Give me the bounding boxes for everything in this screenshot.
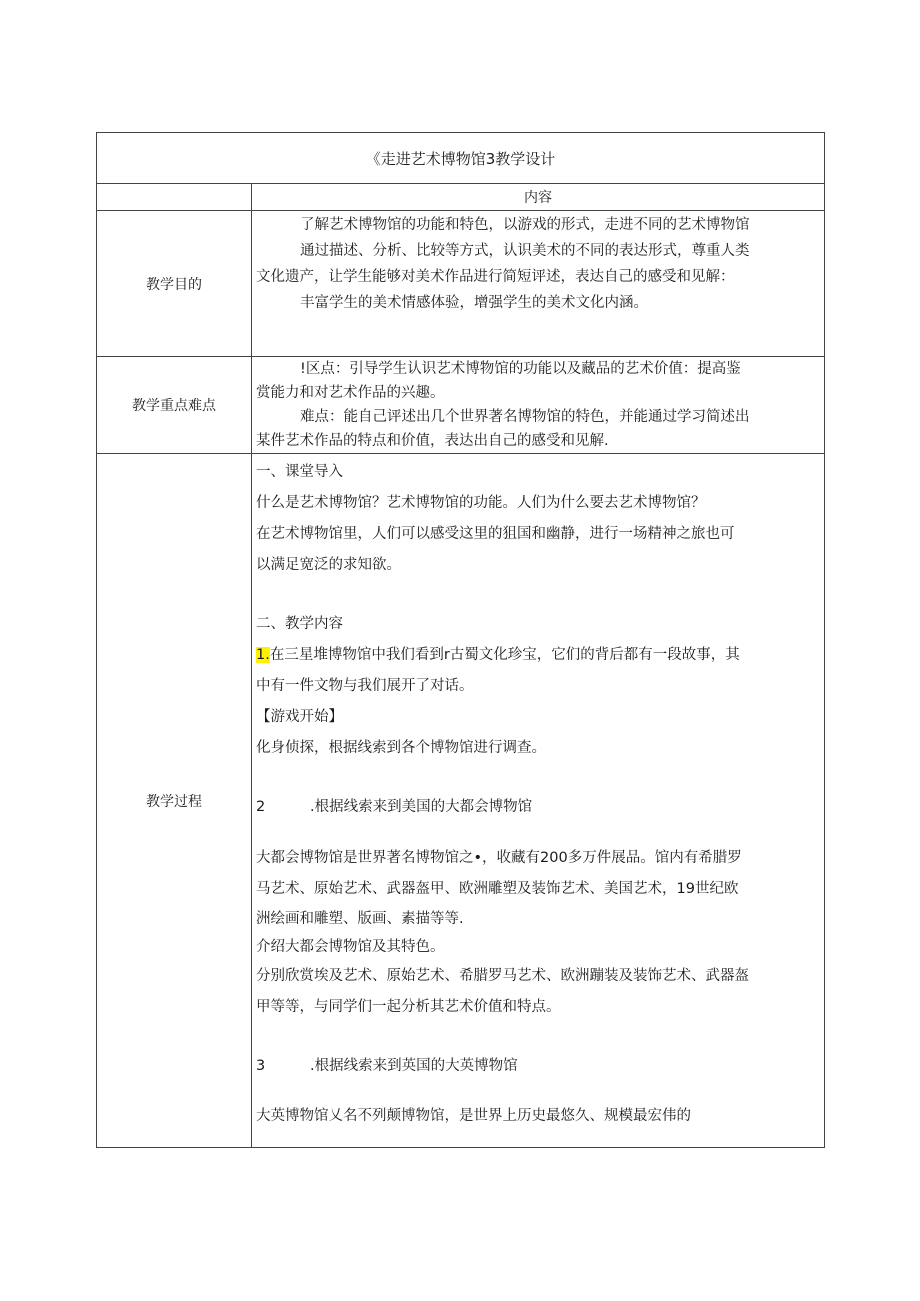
paragraph-line: 什么是艺术博物馆？艺术博物馆的功能。人们为什么要去艺术博物馆？ (256, 495, 706, 511)
process-label: 教学过程 (97, 454, 252, 1148)
keypoints-label: 教学重点难点 (97, 357, 252, 454)
paragraph-line: 大都会博物馆是世界著名博物馆之•，收藏有200多万件展品。馆内有希腊罗 (256, 850, 742, 866)
list-item (256, 640, 820, 671)
paragraph-line: 化身侦探，根据线索到各个博物馆进行调查。 (256, 740, 546, 756)
paragraph-line: 介绍大都会博物馆及其特色。 (256, 939, 445, 955)
list-item-text: 在三星堆博物馆中我们看到r古蜀文化珍宝，它们的背后都有一段故事，其 (269, 647, 740, 663)
objectives-line: 丰富学生的美术情感体验，增强学生的美术文化内涵。 (300, 295, 648, 311)
section-heading: 一、课堂导入 (256, 464, 343, 480)
paragraph-line: 洲绘画和雕塑、版画、素描等等. (256, 911, 464, 927)
objectives-label: 教学目的 (97, 211, 252, 357)
list-item-title: .根据线索来到美国的大都会博物馆 (310, 799, 533, 815)
header-content-cell: 内容 (252, 184, 825, 211)
game-heading: 【游戏开始】 (256, 709, 343, 725)
objectives-line: 文化遗产，让学生能够对美术作品进行简短评述，表达自己的感受和见解： (256, 269, 735, 285)
list-item (256, 792, 820, 823)
spacer (256, 1082, 820, 1102)
lesson-plan-table (96, 132, 825, 1148)
keypoints-line: 难点：能自己评述出几个世界著名博物馆的特色，并能通过学习简述出 (300, 409, 750, 425)
paragraph-line: 以满足宽泛的求知欲。 (256, 557, 401, 573)
highlight-marker: 1. (256, 647, 270, 663)
document-title: 《走进艺术博物馆3教学设计 (97, 133, 825, 184)
paragraph-line: 分别欣赏埃及艺术、原始艺术、希腊罗马艺术、欧洲蹦装及装饰艺术、武器盔 (256, 968, 749, 984)
paragraph-line: 中有一件文物与我们展开了对话。 (256, 678, 474, 694)
section-heading: 二、教学内容 (256, 616, 343, 632)
keypoints-line: 某件艺术作品的特点和价值，表达出自己的感受和见解. (256, 433, 609, 449)
spacer (256, 764, 820, 792)
paragraph-line: 甲等等，与同学们一起分析其艺术价值和特点。 (256, 999, 561, 1015)
keypoints-content (252, 357, 825, 454)
header-empty-cell (97, 184, 252, 211)
paragraph-line: 在艺术博物馆里，人们可以感受这里的狙国和幽静，进行一场精神之旅也可 (256, 526, 735, 542)
process-content (252, 454, 825, 1148)
keypoints-line: !区点：引导学生认识艺术博物馆的功能以及藏品的艺术价值：提高鉴 (300, 361, 741, 377)
paragraph-line: 大英博物馆乂名不列颠博物馆，是世界上历史最悠久、规模最宏伟的 (256, 1108, 691, 1124)
list-item-title: .根据线索来到英国的大英博物馆 (310, 1058, 518, 1074)
spacer (256, 823, 820, 843)
spacer (256, 581, 820, 609)
list-item-number: 3 (256, 1058, 266, 1074)
objectives-content (252, 211, 825, 357)
objectives-line: 通过描述、分析、比较等方式，认识美术的不同的表达形式，尊重人类 (300, 243, 750, 259)
spacer (256, 1023, 820, 1051)
paragraph-line: 马艺术、原始艺术、武器盔甲、欧洲雕塑及装饰艺术、美国艺术，19世纪欧 (256, 881, 739, 897)
keypoints-line: 赏能力和对艺术作品的兴趣。 (256, 385, 445, 401)
objectives-line: 了解艺术博物馆的功能和特色，以游戏的形式，走进不同的艺术博物馆 (300, 217, 750, 233)
list-item (256, 1051, 820, 1082)
list-item-number: 2 (256, 799, 266, 815)
